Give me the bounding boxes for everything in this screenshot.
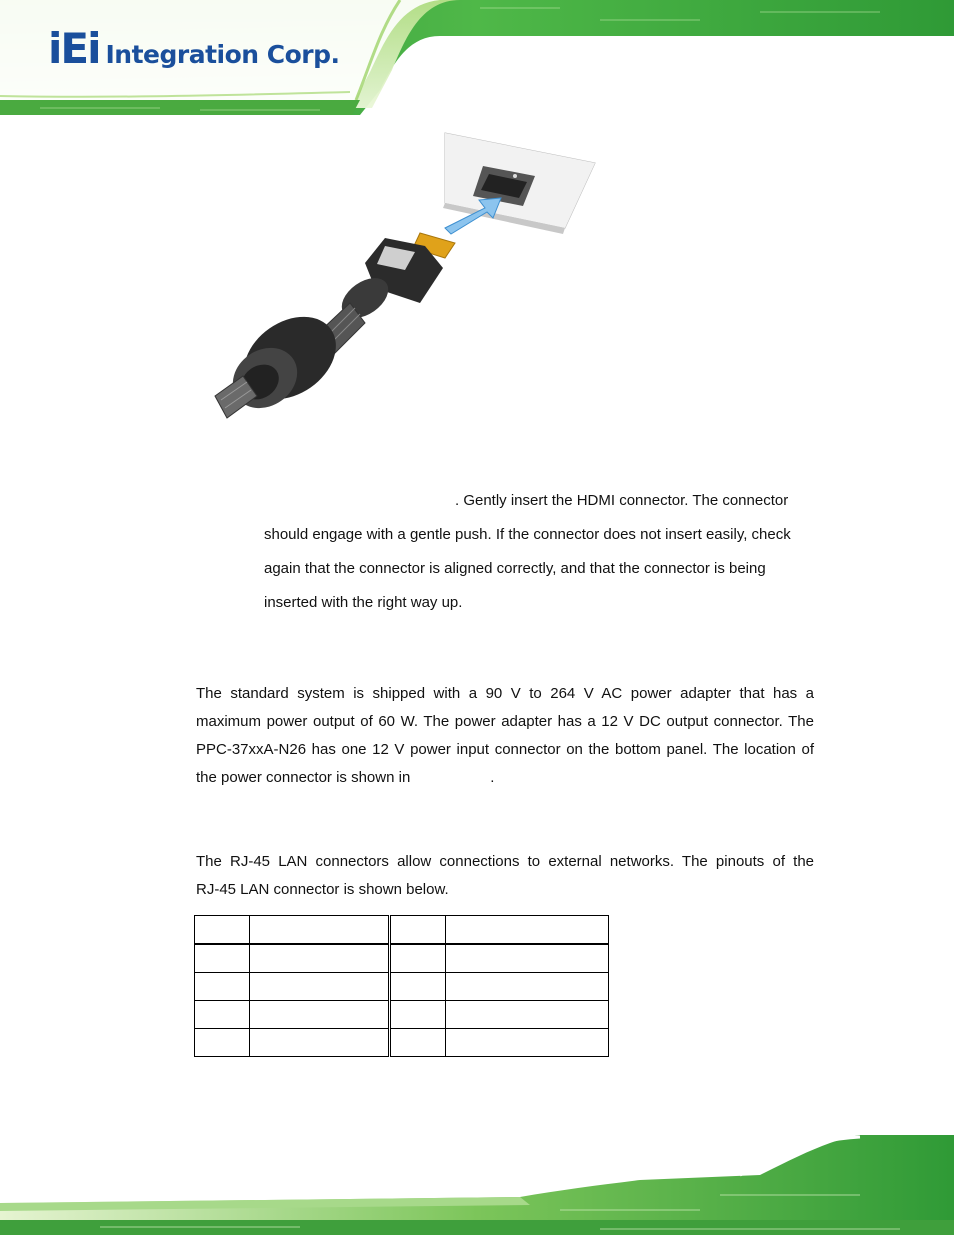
table-cell xyxy=(195,1029,250,1057)
table-cell xyxy=(446,944,609,973)
power-line-3: PPC-37xxA-N26 has one 12 V power input connector on the bottom panel. The location of xyxy=(196,741,814,758)
power-line-4-text: the power connector is shown in xyxy=(196,769,411,786)
table-row xyxy=(195,916,609,945)
table-cell xyxy=(250,944,390,973)
table-row xyxy=(195,1029,609,1057)
table-cell xyxy=(195,944,250,973)
table-cell xyxy=(195,973,250,1001)
table-cell xyxy=(250,1001,390,1029)
table-cell xyxy=(390,1001,446,1029)
logo-mark: iEi xyxy=(48,24,100,73)
step-line-4: inserted with the right way up. xyxy=(264,594,463,611)
power-line-1: The standard system is shipped with a 90 V to 264 V AC power adapter that has a xyxy=(196,685,814,702)
table-row xyxy=(195,1001,609,1029)
table-cell xyxy=(446,1029,609,1057)
step-line-1: . Gently insert the HDMI connector. The connector xyxy=(455,492,789,509)
table-cell xyxy=(390,973,446,1001)
power-line-2: maximum power output of 60 W. The power adapter has a 12 V DC output connector. The xyxy=(196,713,814,730)
table-cell xyxy=(390,916,446,945)
logo-company-name: Integration Corp. xyxy=(105,39,340,69)
table-row xyxy=(195,973,609,1001)
lan-paragraph xyxy=(196,848,814,904)
power-line-4 xyxy=(196,764,814,792)
lan-line-2: RJ-45 LAN connector is shown below. xyxy=(196,881,449,898)
step-line-2: should engage with a gentle push. If the connector does not insert easily, check xyxy=(264,526,791,543)
power-line-4-end: . xyxy=(490,769,495,786)
hdmi-step-text xyxy=(264,484,820,620)
table-cell xyxy=(250,916,390,945)
table-cell xyxy=(390,944,446,973)
table-cell xyxy=(446,973,609,1001)
lan-pinout-table xyxy=(194,915,609,1057)
table-cell xyxy=(250,973,390,1001)
table-cell xyxy=(195,916,250,945)
table-cell xyxy=(250,1029,390,1057)
table-cell xyxy=(195,1001,250,1029)
hdmi-insertion-illustration xyxy=(205,128,610,428)
power-paragraph xyxy=(196,680,814,792)
table-cell xyxy=(446,1001,609,1029)
footer-banner xyxy=(0,1135,954,1235)
table-row xyxy=(195,944,609,973)
step-line-3: again that the connector is aligned correctly, and that the connector is being xyxy=(264,560,766,577)
table-cell xyxy=(390,1029,446,1057)
company-logo xyxy=(48,24,340,74)
table-cell xyxy=(446,916,609,945)
lan-line-1: The RJ-45 LAN connectors allow connections to external networks. The pinouts of the xyxy=(196,853,814,870)
